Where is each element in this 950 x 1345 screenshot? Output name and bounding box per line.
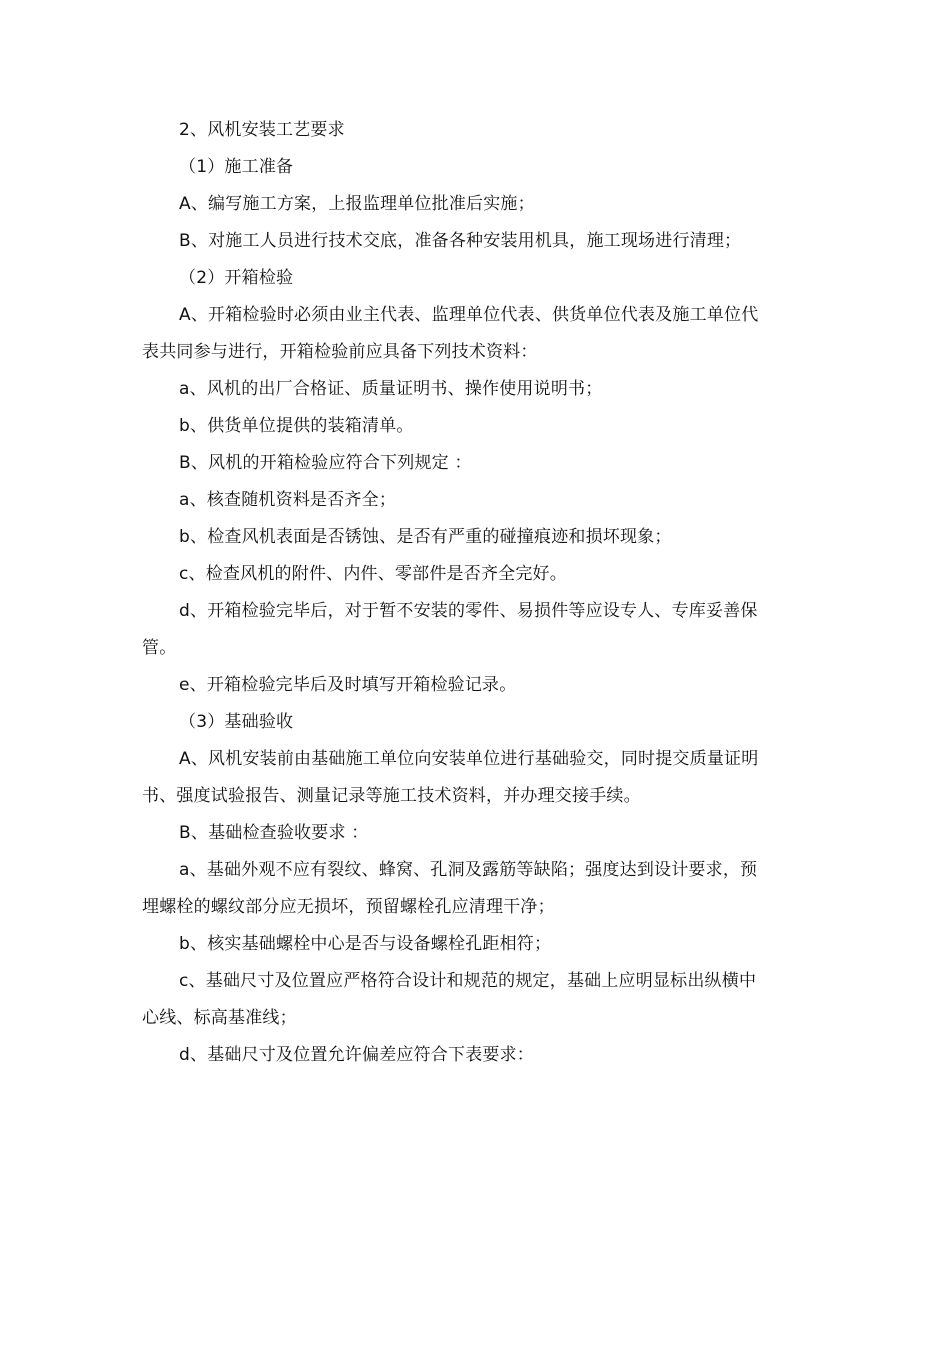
list-item: a、基础外观不应有裂纹、蜂窝、孔洞及露筋等缺陷；强度达到设计要求，预埋螺栓的螺纹部分应无损坏，预留螺栓孔应清理干净； <box>142 860 758 917</box>
list-item: c、检查风机的附件、内件、零部件是否齐全完好。 <box>179 564 567 584</box>
list-item: c、基础尺寸及位置应严格符合设计和规范的规定，基础上应明显标出纵横中心线、标高基准线； <box>142 971 757 1028</box>
paragraph: B、对施工人员进行技术交底，准备各种安装用机具，施工现场进行清理； <box>179 231 742 251</box>
list-item: a、核查随机资料是否齐全； <box>179 490 397 510</box>
subsection-heading: （3）基础验收 <box>179 712 294 732</box>
list-item: d、开箱检验完毕后，对于暂不安装的零件、易损件等应设专人、专库妥善保管。 <box>142 601 758 658</box>
list-item: a、风机的出厂合格证、质量证明书、操作使用说明书； <box>179 379 603 399</box>
section-heading: 2、风机安装工艺要求 <box>179 120 345 140</box>
document-body <box>142 112 772 1074</box>
list-item: d、基础尺寸及位置允许偏差应符合下表要求： <box>179 1045 534 1065</box>
subsection-heading: （2）开箱检验 <box>179 268 294 288</box>
paragraph: A、风机安装前由基础施工单位向安装单位进行基础验交，同时提交质量证明书、强度试验报告、测量记录等施工技术资料，并办理交接手续。 <box>142 749 759 806</box>
paragraph: B、基础检查验收要求 ： <box>179 823 369 843</box>
paragraph: A、编写施工方案，上报监理单位批准后实施； <box>179 194 535 214</box>
list-item: b、供货单位提供的装箱清单。 <box>179 416 414 436</box>
list-item: b、检查风机表面是否锈蚀、是否有严重的碰撞痕迹和损坏现象； <box>179 527 672 547</box>
paragraph: B、风机的开箱检验应符合下列规定 ： <box>179 453 472 473</box>
list-item: b、核实基础螺栓中心是否与设备螺栓孔距相符； <box>179 934 552 954</box>
subsection-heading: （1）施工准备 <box>179 157 294 177</box>
paragraph: A、开箱检验时必须由业主代表、监理单位代表、供货单位代表及施工单位代表共同参与进行，开箱检验前应具备下列技术资料： <box>142 305 759 362</box>
list-item: e、开箱检验完毕后及时填写开箱检验记录。 <box>179 675 517 695</box>
